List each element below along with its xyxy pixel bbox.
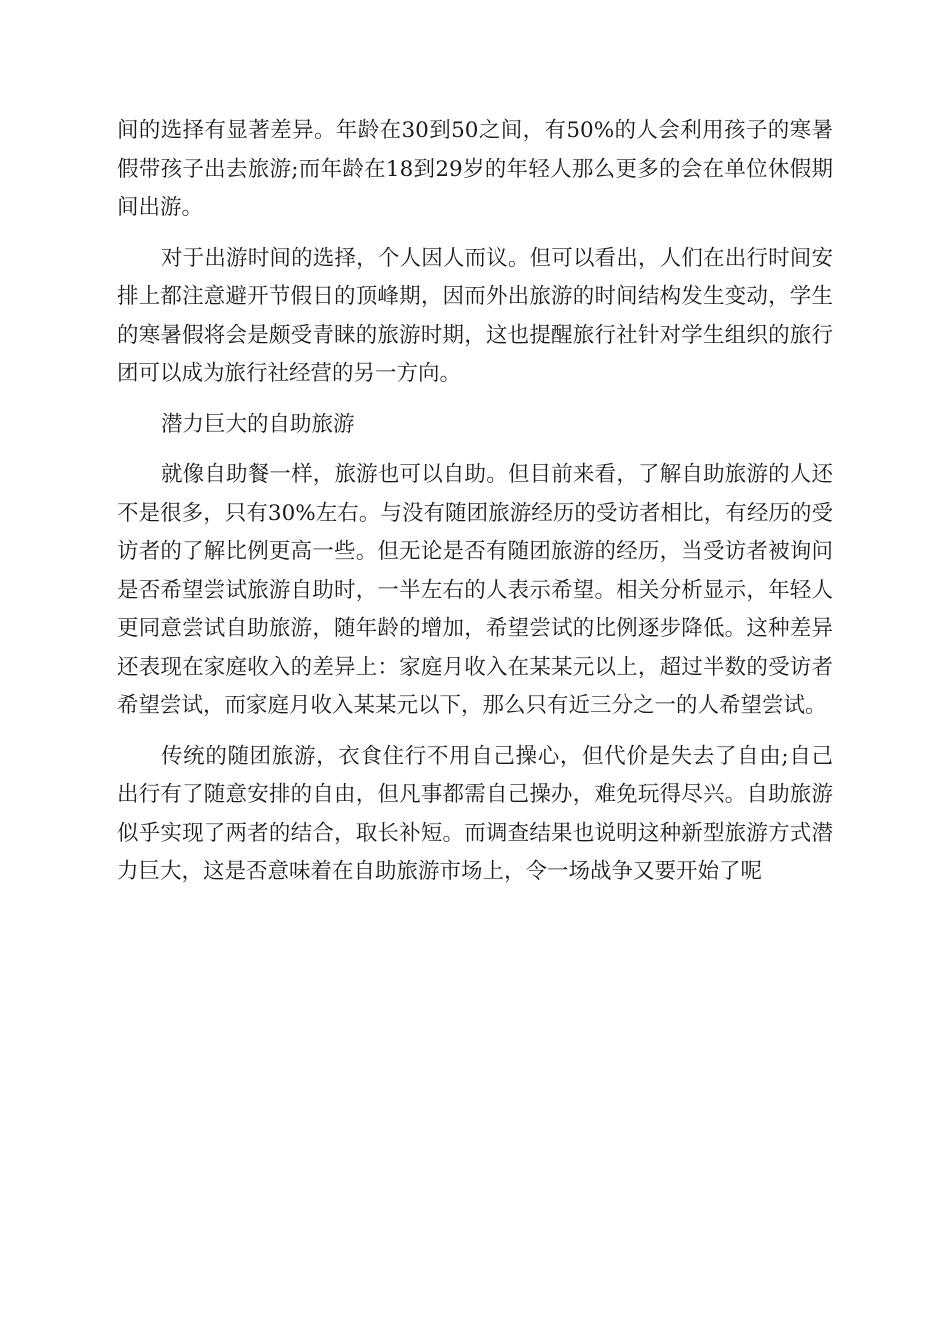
section-heading-self-guided: 潜力巨大的自助旅游 — [161, 411, 355, 437]
paragraph-travel-time: 对于出游时间的选择，个人因人而议。但可以看出，人们在出行时间安排上都注意避开节假日的顶峰期，因而外出旅游的时间结构发生变动，学生的寒暑假将会是颇受青睐的旅游时期，这也提醒旅行社针对学生组织的旅行团可以成为旅行社经营的另一方向。 — [117, 245, 833, 386]
document-body — [117, 112, 833, 904]
paragraph-age-travel-choice: 间的选择有显著差异。年龄在30到50之间，有50%的人会利用孩子的寒暑假带孩子出去旅游;而年龄在18到29岁的年轻人那么更多的会在单位休假期间出游。 — [117, 118, 833, 220]
paragraph-group-vs-self: 传统的随团旅游，衣食住行不用自己操心，但代价是失去了自由;自己出行有了随意安排的自由，但凡事都需自己操办，难免玩得尽兴。自助旅游似乎实现了两者的结合，取长补短。而调查结果也说明这种新型旅游方式潜力巨大，这是否意味着在自助旅游市场上，令一场战争又要开始了呢 — [117, 743, 833, 884]
paragraph-self-guided-awareness: 就像自助餐一样，旅游也可以自助。但目前来看，了解自助旅游的人还不是很多，只有30%左右。与没有随团旅游经历的受访者相比，有经历的受访者的了解比例更高一些。但无论是否有随团旅游的经历，当受访者被询问是否希望尝试旅游自助时，一半左右的人表示希望。相关分析显示，年轻人更同意尝试自助旅游，随年龄的增加，希望尝试的比例逐步降低。这种差异还表现在家庭收入的差异上：家庭月收入在某某元以上，超过半数的受访者希望尝试，而家庭月收入某某元以下，那么只有近三分之一的人希望尝试。 — [117, 462, 833, 718]
